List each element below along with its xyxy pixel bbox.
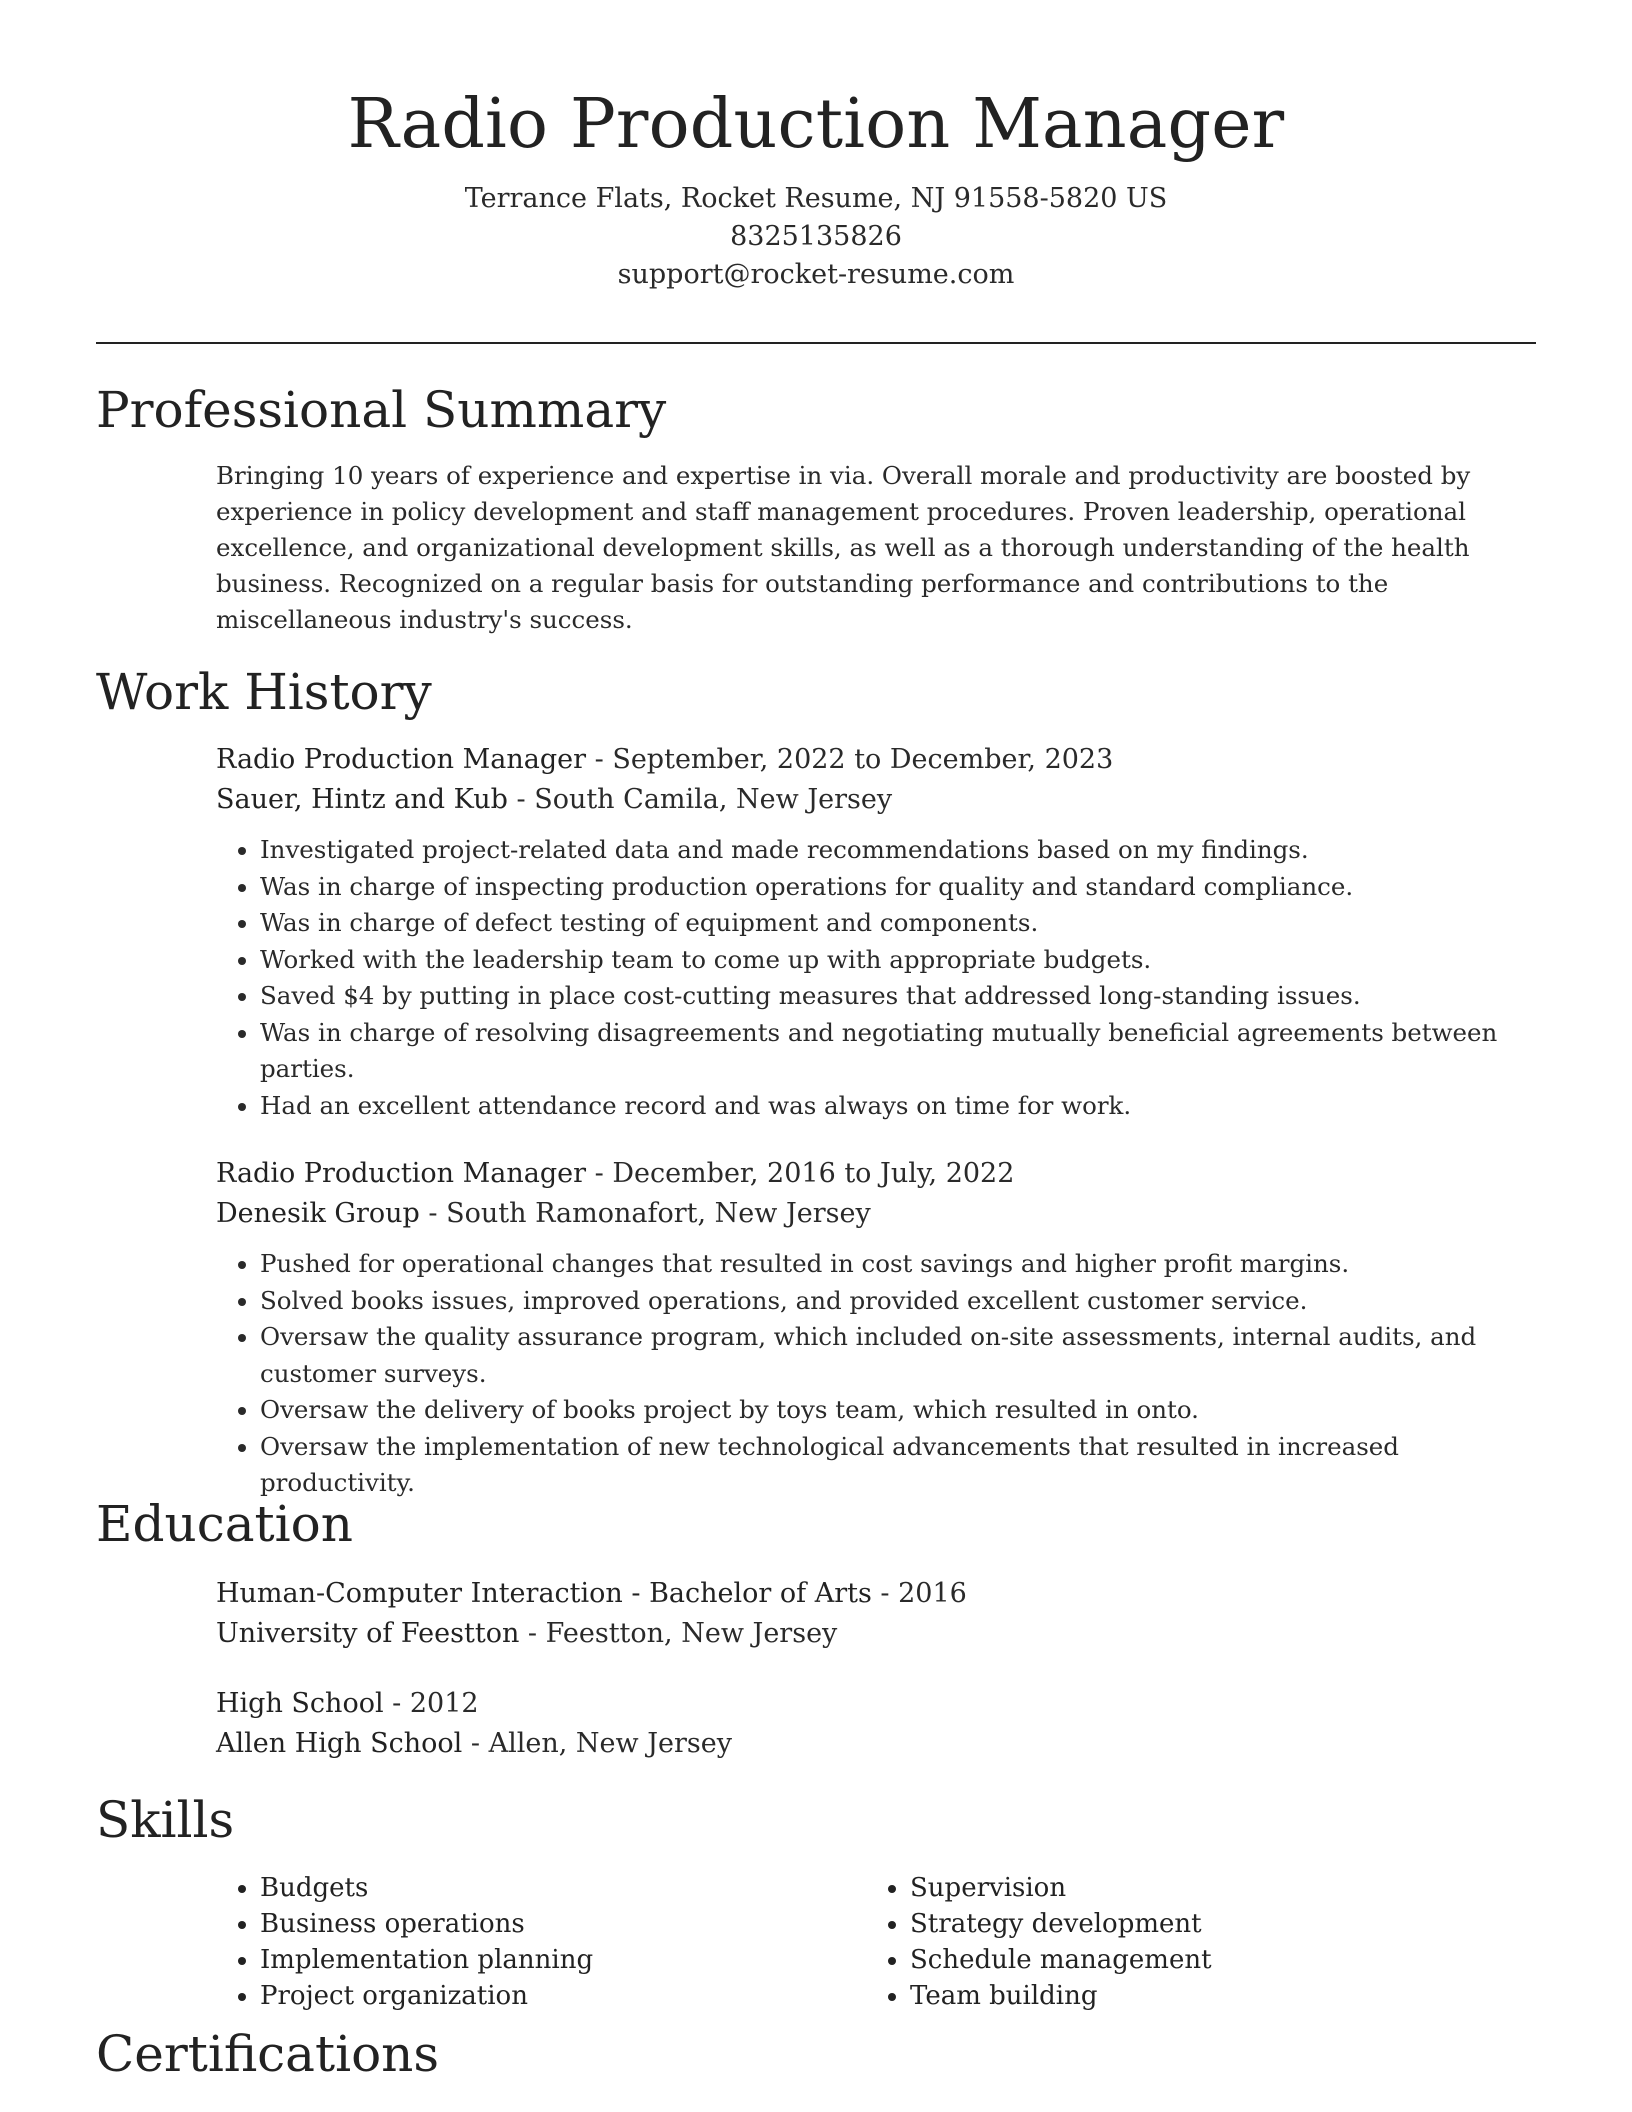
job-bullet: • Was in charge of inspecting production operations for quality and standard compliance. bbox=[260, 869, 1536, 906]
education-school-line bbox=[216, 1614, 1536, 1654]
job-bullet: • Was in charge of defect testing of equipment and components. bbox=[260, 905, 1536, 942]
skills-column-right bbox=[866, 1870, 1516, 2014]
skills-column-left bbox=[216, 1870, 866, 2014]
skill-item: • Supervision bbox=[910, 1870, 1516, 1906]
job-title: Radio Production Manager bbox=[216, 1158, 587, 1189]
summary-text: Bringing 10 years of experience and expertise in via. Overall morale and productivity are boosted by experience in policy development and staff management procedures. Proven leadership, operational excellence, and organizational development skills, as well as a thorough understanding of the health business. Recognized on a regular basis for outstanding performance and contributions to the miscellaneous industry's success. bbox=[216, 461, 1471, 634]
job-bullet: • Had an excellent attendance record and was always on time for work. bbox=[260, 1088, 1536, 1125]
job-company: Sauer, Hintz and Kub bbox=[216, 784, 508, 815]
contact-email: support@rocket-resume.com bbox=[617, 259, 1015, 290]
job-bullet: • Worked with the leadership team to come up with appropriate budgets. bbox=[260, 942, 1536, 979]
job-title-line bbox=[216, 1154, 1536, 1194]
education-degree: High School bbox=[216, 1688, 384, 1719]
skill-item: • Business operations bbox=[260, 1906, 866, 1942]
section-title-skills: Skills bbox=[96, 1791, 235, 1849]
education-school: Allen High School bbox=[216, 1728, 463, 1759]
education-degree-line bbox=[216, 1574, 1536, 1614]
skills-list bbox=[866, 1870, 1516, 2014]
job-bullet: • Oversaw the quality assurance program, which included on-site assessments, internal audits, and customer surveys. bbox=[260, 1319, 1536, 1392]
skills-list bbox=[216, 1870, 866, 2014]
summary-block bbox=[216, 458, 1536, 638]
resume-header bbox=[0, 0, 1632, 294]
job-bullet: • Investigated project-related data and made recommendations based on my findings. bbox=[260, 832, 1536, 869]
job-title: Radio Production Manager bbox=[216, 744, 587, 775]
job-bullet: • Was in charge of resolving disagreements and negotiating mutually beneficial agreements between parties. bbox=[260, 1015, 1536, 1088]
job-location: - South Camila, New Jersey bbox=[507, 784, 893, 815]
candidate-name: Radio Production Manager bbox=[347, 85, 1285, 164]
education-degree-line bbox=[216, 1684, 1536, 1724]
section-title-certifications: Certifications bbox=[96, 2025, 440, 2083]
education-location: - Allen, New Jersey bbox=[462, 1728, 732, 1759]
education-entry bbox=[216, 1574, 1536, 1654]
skill-item: • Budgets bbox=[260, 1870, 866, 1906]
education-school: University of Feestton bbox=[216, 1618, 520, 1649]
education-entry bbox=[216, 1684, 1536, 1764]
job-company-line bbox=[216, 780, 1536, 820]
job-location: - South Ramonafort, New Jersey bbox=[419, 1198, 871, 1229]
contact-phone: 8325135826 bbox=[730, 221, 902, 252]
skill-item: • Strategy development bbox=[910, 1906, 1516, 1942]
job-bullet: • Saved $4 by putting in place cost-cutting measures that addressed long-standing issues. bbox=[260, 978, 1536, 1015]
skill-item: • Project organization bbox=[260, 1978, 866, 2014]
job-bullet: • Pushed for operational changes that resulted in cost savings and higher profit margins. bbox=[260, 1246, 1536, 1283]
skill-item: • Team building bbox=[910, 1978, 1516, 2014]
job-entry bbox=[216, 740, 1536, 1124]
section-title-work-history: Work History bbox=[96, 663, 432, 721]
skills-block bbox=[216, 1870, 1536, 2014]
job-dates: - September, 2022 to December, 2023 bbox=[586, 744, 1114, 775]
job-bullet: • Oversaw the implementation of new technological advancements that resulted in increased productivity. bbox=[260, 1429, 1536, 1502]
education-year: - 2012 bbox=[383, 1688, 479, 1719]
section-title-summary: Professional Summary bbox=[96, 381, 667, 439]
section-title-education: Education bbox=[96, 1495, 353, 1553]
skill-item: • Implementation planning bbox=[260, 1942, 866, 1978]
job-bullet: • Solved books issues, improved operations, and provided excellent customer service. bbox=[260, 1283, 1536, 1320]
job-dates: - December, 2016 to July, 2022 bbox=[586, 1158, 1015, 1189]
education-year: - 2016 bbox=[871, 1578, 967, 1609]
contact-block bbox=[0, 180, 1632, 294]
education-location: - Feestton, New Jersey bbox=[519, 1618, 838, 1649]
job-entry bbox=[216, 1154, 1536, 1502]
job-company-line bbox=[216, 1194, 1536, 1234]
job-bullet-list bbox=[216, 1246, 1536, 1502]
job-company: Denesik Group bbox=[216, 1198, 420, 1229]
contact-address: Terrance Flats, Rocket Resume, NJ 91558-5820 US bbox=[464, 183, 1168, 214]
skill-item: • Schedule management bbox=[910, 1942, 1516, 1978]
job-bullet: • Oversaw the delivery of books project by toys team, which resulted in onto. bbox=[260, 1392, 1536, 1429]
job-bullet-list bbox=[216, 832, 1536, 1124]
education-degree: Human-Computer Interaction - Bachelor of Arts bbox=[216, 1578, 872, 1609]
header-divider bbox=[96, 342, 1536, 344]
education-school-line bbox=[216, 1724, 1536, 1764]
job-title-line bbox=[216, 740, 1536, 780]
